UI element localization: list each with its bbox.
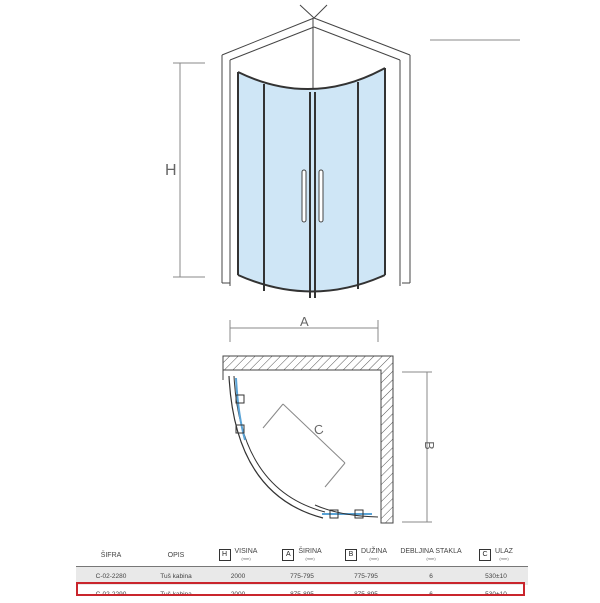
cell-code: C-02-2290 (76, 585, 146, 603)
header-glass: DEBLJINA STAKLA (mm) (398, 546, 464, 567)
height-dimension (173, 63, 205, 277)
cell-description: Tuš kabina (146, 585, 206, 603)
cell-length: 775-795 (334, 567, 398, 586)
height-box: H (219, 549, 231, 561)
header-height: H VISINA (mm) (206, 546, 270, 567)
header-entry: C ULAZ (mm) (464, 546, 528, 567)
glass-panels (238, 68, 385, 298)
cell-entry: 530±10 (464, 567, 528, 586)
table-row (76, 567, 528, 586)
length-box: B (345, 549, 357, 561)
entry-label: C (312, 421, 325, 438)
cell-description: Tuš kabina (146, 567, 206, 586)
height-label: H (165, 162, 177, 179)
cell-glass: 6 (398, 585, 464, 603)
table-row (76, 585, 528, 603)
door-handle-left (302, 170, 306, 222)
table-header-row (76, 546, 528, 567)
cell-width: 775-795 (270, 567, 334, 586)
door-handle-right (319, 170, 323, 222)
cell-glass: 6 (398, 567, 464, 586)
cell-code: C-02-2280 (76, 567, 146, 586)
header-length: B DUŽINA (mm) (334, 546, 398, 567)
cell-length: 875-895 (334, 585, 398, 603)
header-code: ŠIFRA (76, 546, 146, 567)
depth-label: B (421, 441, 437, 450)
cell-width: 875-895 (270, 585, 334, 603)
header-description: OPIS (146, 546, 206, 567)
width-label: A (300, 314, 309, 329)
cell-height: 2000 (206, 567, 270, 586)
entry-box: C (479, 549, 491, 561)
cell-entry: 530±10 (464, 585, 528, 603)
spec-table (76, 546, 528, 603)
header-width: A ŠIRINA (mm) (270, 546, 334, 567)
width-box: A (282, 549, 294, 561)
cell-height: 2000 (206, 585, 270, 603)
